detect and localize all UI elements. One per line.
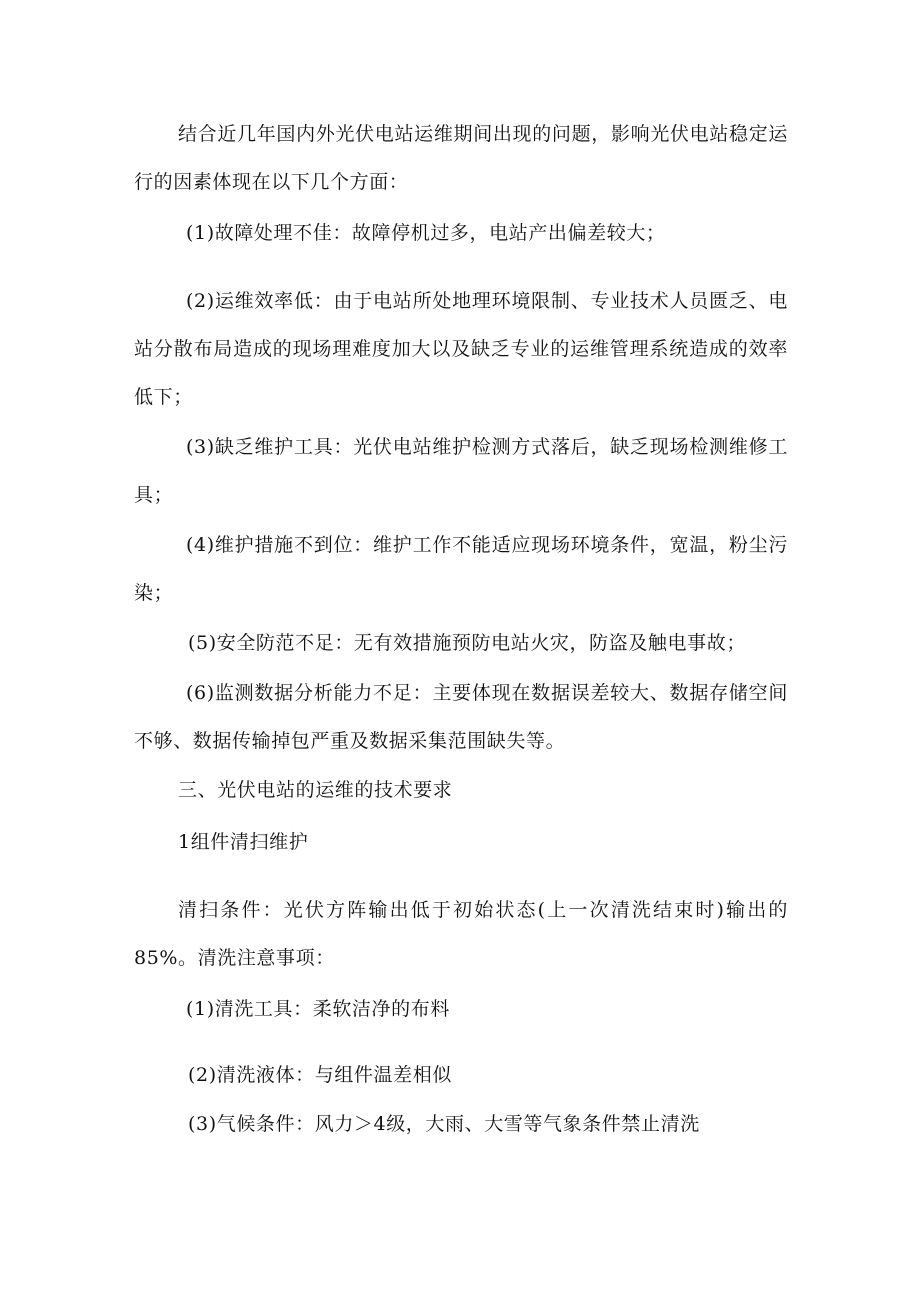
paragraph-item-2: (2)运维效率低：由于电站所处地理环境限制、专业技术人员匮乏、电站分散布局造成的现场理难度加大以及缺乏专业的运维管理系统造成的效率低下； — [134, 290, 788, 408]
paragraph-item-3: (3)缺乏维护工具：光伏电站维护检测方式落后，缺乏现场检测维修工具； — [134, 436, 788, 506]
paragraph-item-1: (1)故障处理不佳：故障停机过多，电站产出偏差较大； — [186, 222, 666, 244]
subsection-heading: 1组件清扫维护 — [178, 831, 309, 853]
paragraph-clean-item-3: (3)气候条件：风力＞4级，大雨、大雪等气象条件禁止清洗 — [188, 1113, 700, 1135]
paragraph-clean-item-1: (1)清洗工具：柔软洁净的布料 — [186, 998, 450, 1020]
paragraph-intro: 结合近几年国内外光伏电站运维期间出现的问题，影响光伏电站稳定运行的因素体现在以下几个方面： — [134, 123, 788, 193]
paragraph-item-6: (6)监测数据分析能力不足：主要体现在数据误差较大、数据存储空间不够、数据传输掉包严重及数据采集范围缺失等。 — [134, 682, 788, 752]
section-heading: 三、光伏电站的运维的技术要求 — [178, 779, 453, 801]
paragraph-item-5: (5)安全防范不足：无有效措施预防电站火灾，防盗及触电事故； — [188, 632, 746, 654]
paragraph-cleaning-conditions: 清扫条件：光伏方阵输出低于初始状态(上一次清洗结束时)输出的85%。清洗注意事项： — [134, 899, 788, 969]
paragraph-clean-item-2: (2)清洗液体：与组件温差相似 — [188, 1064, 452, 1086]
paragraph-item-4: (4)维护措施不到位：维护工作不能适应现场环境条件，宽温，粉尘污染； — [134, 534, 788, 604]
